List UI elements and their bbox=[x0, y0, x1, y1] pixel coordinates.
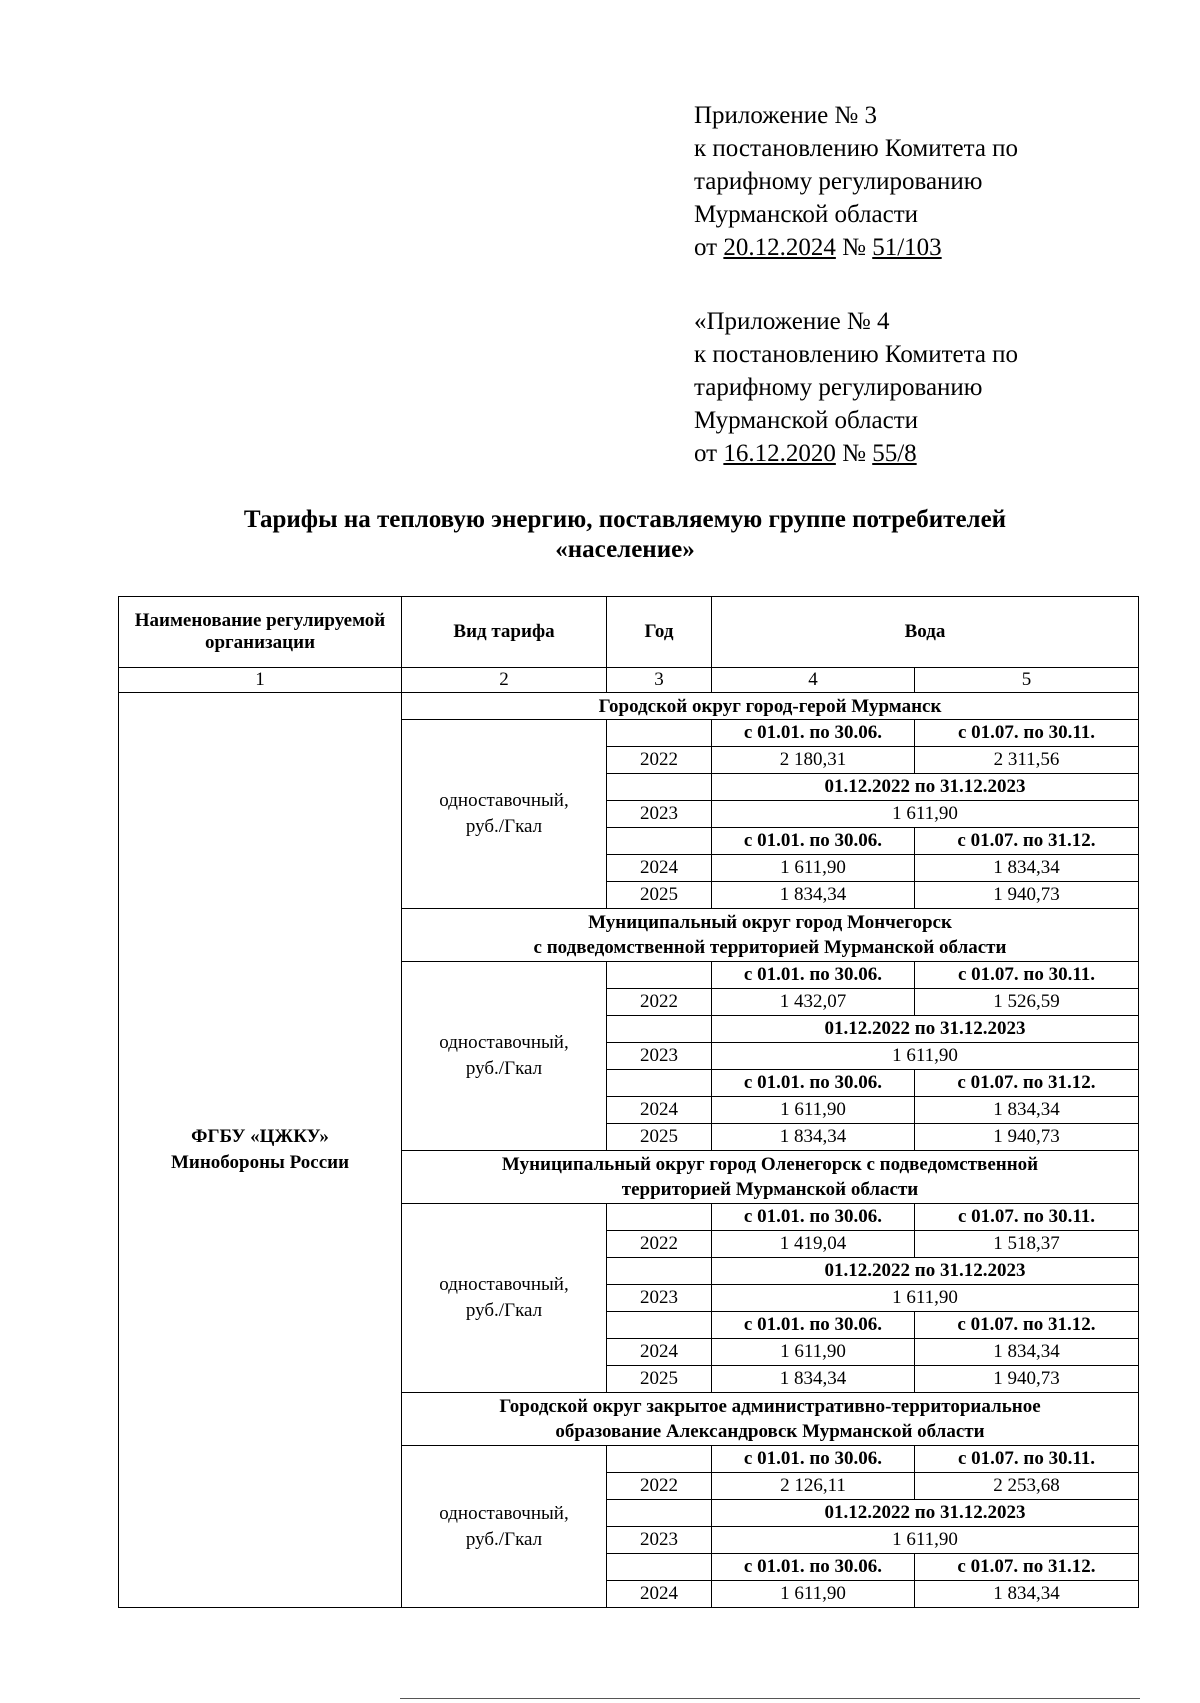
tariff-value: 1 834,34 bbox=[915, 1581, 1139, 1608]
tariff-value: 1 611,90 bbox=[712, 1527, 1139, 1554]
year-cell: 2022 bbox=[607, 747, 712, 774]
tariff-value: 1 611,90 bbox=[712, 1581, 915, 1608]
header-water: Вода bbox=[712, 597, 1139, 668]
date-prefix: от bbox=[694, 234, 718, 261]
tariff-kind-cell bbox=[402, 1446, 607, 1608]
region-line: Муниципальный округ город Оленегорск с подведомственной bbox=[501, 1154, 1039, 1175]
period-label: с 01.07. по 30.11. bbox=[915, 1446, 1139, 1473]
appendix-line: тарифному регулированию bbox=[694, 374, 983, 401]
empty-year-cell bbox=[607, 1554, 712, 1581]
organization-ministry: Минобороны России bbox=[170, 1152, 350, 1173]
resolution-date: 20.12.2024 bbox=[723, 234, 836, 261]
column-numbers-row bbox=[119, 668, 1139, 693]
tariff-kind-label: одноставочный, bbox=[439, 1502, 569, 1524]
tariff-value: 1 834,34 bbox=[712, 882, 915, 909]
appendix-header-current bbox=[694, 99, 1018, 264]
year-cell: 2022 bbox=[607, 1473, 712, 1500]
title-line: «население» bbox=[555, 536, 695, 563]
year-cell: 2025 bbox=[607, 1124, 712, 1151]
appendix-date-line bbox=[694, 437, 1018, 470]
period-label: с 01.01. по 30.06. bbox=[712, 1312, 915, 1339]
resolution-date: 16.12.2020 bbox=[723, 440, 836, 467]
tariff-value: 1 940,73 bbox=[915, 1124, 1139, 1151]
year-cell: 2025 bbox=[607, 882, 712, 909]
tariff-kind-cell bbox=[402, 1204, 607, 1393]
period-label: с 01.07. по 30.11. bbox=[915, 1204, 1139, 1231]
resolution-number: 51/103 bbox=[872, 234, 942, 261]
header-year: Год bbox=[607, 597, 712, 668]
organization-cell bbox=[119, 693, 402, 1608]
empty-year-cell bbox=[607, 1070, 712, 1097]
region-name bbox=[402, 909, 1139, 962]
column-number: 1 bbox=[119, 668, 402, 693]
year-cell: 2024 bbox=[607, 1339, 712, 1366]
region-line: Городской округ закрытое административно-территориальное bbox=[499, 1396, 1041, 1417]
appendix-date-line bbox=[694, 231, 1018, 264]
tariff-value: 1 611,90 bbox=[712, 855, 915, 882]
tariff-value: 1 419,04 bbox=[712, 1231, 915, 1258]
tariff-value: 1 432,07 bbox=[712, 989, 915, 1016]
date-prefix: от bbox=[694, 440, 718, 467]
period-label: с 01.07. по 30.11. bbox=[915, 962, 1139, 989]
tariff-value: 1 940,73 bbox=[915, 882, 1139, 909]
year-cell: 2023 bbox=[607, 801, 712, 828]
resolution-number: 55/8 bbox=[872, 440, 917, 467]
region-row bbox=[119, 693, 1139, 720]
tariff-kind-cell bbox=[402, 962, 607, 1151]
period-label: с 01.07. по 31.12. bbox=[915, 1312, 1139, 1339]
tariff-table bbox=[118, 596, 1139, 1608]
year-cell: 2023 bbox=[607, 1285, 712, 1312]
tariff-value: 1 611,90 bbox=[712, 1339, 915, 1366]
tariff-value: 2 126,11 bbox=[712, 1473, 915, 1500]
period-label: с 01.07. по 31.12. bbox=[915, 828, 1139, 855]
tariff-value: 2 253,68 bbox=[915, 1473, 1139, 1500]
organization-name: ФГБУ «ЦЖКУ» bbox=[191, 1126, 329, 1147]
tariff-value: 1 940,73 bbox=[915, 1366, 1139, 1393]
appendix-line: «Приложение № 4 bbox=[694, 308, 890, 335]
tariff-value: 1 526,59 bbox=[915, 989, 1139, 1016]
column-number: 2 bbox=[402, 668, 607, 693]
tariff-value: 1 834,34 bbox=[915, 1339, 1139, 1366]
appendix-line: к постановлению Комитета по bbox=[694, 341, 1019, 368]
number-sign: № bbox=[842, 234, 866, 261]
year-cell: 2025 bbox=[607, 1366, 712, 1393]
header-org: Наименование регулируемой организации bbox=[119, 597, 402, 668]
column-number: 3 bbox=[607, 668, 712, 693]
tariff-value: 1 834,34 bbox=[915, 1097, 1139, 1124]
tariff-value: 1 834,34 bbox=[712, 1124, 915, 1151]
empty-year-cell bbox=[607, 1258, 712, 1285]
region-line: с подведомственной территорией Мурманской области bbox=[533, 937, 1007, 958]
period-label: 01.12.2022 по 31.12.2023 bbox=[712, 1500, 1139, 1527]
period-label: с 01.01. по 30.06. bbox=[712, 1070, 915, 1097]
region-name: Городской округ город-герой Мурманск bbox=[402, 693, 1139, 720]
period-label: с 01.07. по 31.12. bbox=[915, 1554, 1139, 1581]
year-cell: 2023 bbox=[607, 1043, 712, 1070]
tariff-kind-label: одноставочный, bbox=[439, 1274, 569, 1295]
appendix-line: Мурманской области bbox=[694, 201, 919, 228]
region-name bbox=[402, 1393, 1139, 1446]
empty-year-cell bbox=[607, 1016, 712, 1043]
column-number: 4 bbox=[712, 668, 915, 693]
tariff-value: 1 611,90 bbox=[712, 1285, 1139, 1312]
region-line: Муниципальный округ город Мончегорск bbox=[588, 912, 952, 933]
document-title bbox=[130, 505, 1120, 565]
appendix-line: тарифному регулированию bbox=[694, 168, 983, 195]
period-label: с 01.01. по 30.06. bbox=[712, 1554, 915, 1581]
year-cell: 2022 bbox=[607, 989, 712, 1016]
year-cell: 2023 bbox=[607, 1527, 712, 1554]
empty-year-cell bbox=[607, 828, 712, 855]
tariff-unit-label: руб./Гкал bbox=[465, 1058, 543, 1079]
empty-year-cell bbox=[607, 1312, 712, 1339]
period-label: с 01.01. по 30.06. bbox=[712, 828, 915, 855]
period-label: 01.12.2022 по 31.12.2023 bbox=[712, 1258, 1139, 1285]
empty-year-cell bbox=[607, 962, 712, 989]
region-name bbox=[402, 1151, 1139, 1204]
empty-year-cell bbox=[607, 1500, 712, 1527]
tariff-value: 2 180,31 bbox=[712, 747, 915, 774]
region-line: территорией Мурманской области bbox=[621, 1179, 919, 1200]
tariff-kind-cell bbox=[402, 720, 607, 909]
tariff-value: 2 311,56 bbox=[915, 747, 1139, 774]
empty-year-cell bbox=[607, 1446, 712, 1473]
tariff-unit-label: руб./Гкал bbox=[465, 816, 543, 837]
period-label: 01.12.2022 по 31.12.2023 bbox=[712, 1016, 1139, 1043]
tariff-unit-label: руб./Гкал bbox=[465, 1300, 543, 1321]
title-line: Тарифы на тепловую энергию, поставляемую группе потребителей bbox=[243, 506, 1007, 533]
number-sign: № bbox=[842, 440, 866, 467]
tariff-value: 1 834,34 bbox=[915, 855, 1139, 882]
column-number: 5 bbox=[915, 668, 1139, 693]
tariff-value: 1 518,37 bbox=[915, 1231, 1139, 1258]
empty-year-cell bbox=[607, 720, 712, 747]
period-label: с 01.01. по 30.06. bbox=[712, 1446, 915, 1473]
appendix-line: к постановлению Комитета по bbox=[694, 135, 1019, 162]
table-header-row bbox=[119, 597, 1139, 668]
tariff-value: 1 611,90 bbox=[712, 801, 1139, 828]
period-label: 01.12.2022 по 31.12.2023 bbox=[712, 774, 1139, 801]
appendix-header-original bbox=[694, 305, 1018, 470]
year-cell: 2022 bbox=[607, 1231, 712, 1258]
tariff-value: 1 611,90 bbox=[712, 1043, 1139, 1070]
period-label: с 01.01. по 30.06. bbox=[712, 720, 915, 747]
tariff-kind-label: одноставочный, bbox=[439, 790, 569, 811]
year-cell: 2024 bbox=[607, 855, 712, 882]
year-cell: 2024 bbox=[607, 1097, 712, 1124]
tariff-value: 1 611,90 bbox=[712, 1097, 915, 1124]
tariff-value: 1 834,34 bbox=[712, 1366, 915, 1393]
year-cell: 2024 bbox=[607, 1581, 712, 1608]
period-label: с 01.01. по 30.06. bbox=[712, 962, 915, 989]
header-tariff-kind: Вид тарифа bbox=[402, 597, 607, 668]
appendix-line: Приложение № 3 bbox=[694, 102, 878, 129]
period-label: с 01.07. по 31.12. bbox=[915, 1070, 1139, 1097]
period-label: с 01.07. по 30.11. bbox=[915, 720, 1139, 747]
tariff-unit-label: руб./Гкал bbox=[465, 1528, 543, 1550]
period-label: с 01.01. по 30.06. bbox=[712, 1204, 915, 1231]
region-line: образование Александровск Мурманской области bbox=[555, 1421, 985, 1442]
empty-year-cell bbox=[607, 1204, 712, 1231]
page-bottom-divider bbox=[400, 1698, 1140, 1699]
tariff-kind-label: одноставочный, bbox=[439, 1032, 569, 1053]
empty-year-cell bbox=[607, 774, 712, 801]
appendix-line: Мурманской области bbox=[694, 407, 919, 434]
